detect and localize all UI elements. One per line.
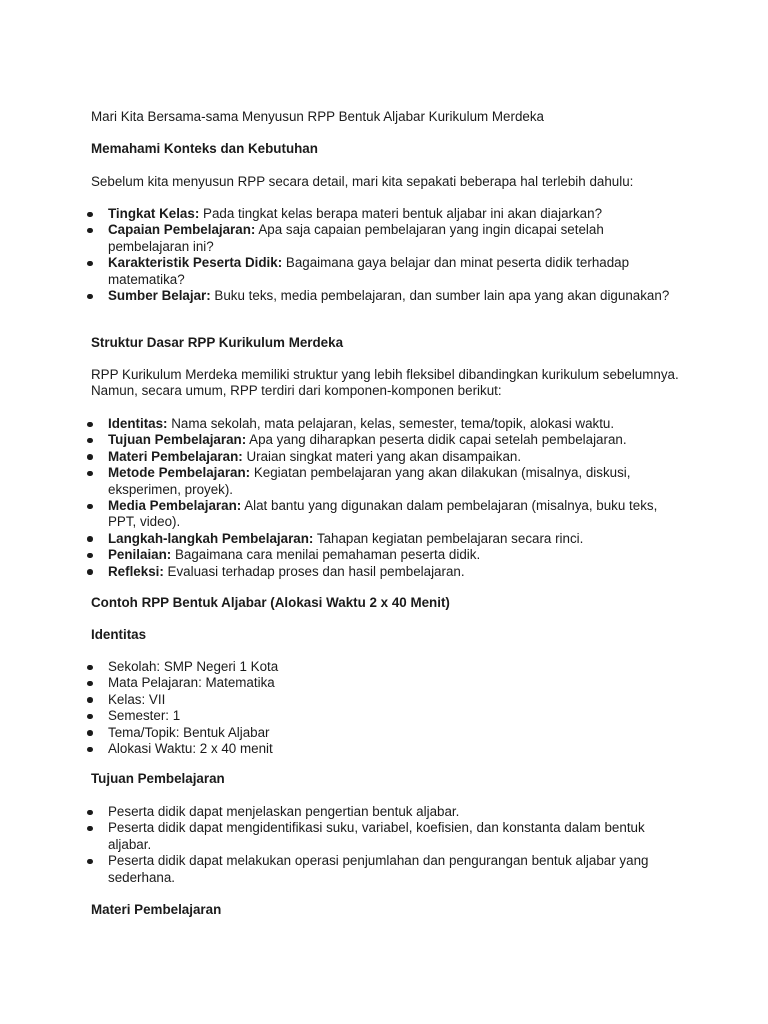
list-item: Kelas: VII <box>86 692 686 708</box>
list-item-text: Buku teks, media pembelajaran, dan sumber lain apa yang akan digunakan? <box>210 288 670 304</box>
section-heading-struktur: Struktur Dasar RPP Kurikulum Merdeka <box>91 335 344 350</box>
list-item-text: Bagaimana cara menilai pemahaman peserta didik. <box>171 547 481 563</box>
list-item-text: Evaluasi terhadap proses dan hasil pembelajaran. <box>163 563 465 579</box>
list-item-text: Kegiatan pembelajaran yang akan dilakukan (misalnya, diskusi, eksperimen, proyek). <box>108 465 631 497</box>
list-item-text: Bagaimana gaya belajar dan minat peserta didik terhadap matematika? <box>108 255 630 287</box>
section-heading-materi: Materi Pembelajaran <box>91 902 222 917</box>
list-item <box>86 531 686 547</box>
list-item-term: Tingkat Kelas: <box>108 206 200 221</box>
list-item-term: Langkah-langkah Pembelajaran: <box>108 530 314 546</box>
list-item: Alokasi Waktu: 2 x 40 menit <box>86 741 686 757</box>
list-item <box>86 449 686 465</box>
section-heading-contoh-rpp: Contoh RPP Bentuk Aljabar (Alokasi Waktu 2 x 40 Menit) <box>91 595 450 610</box>
bullet-list-konteks <box>86 206 686 304</box>
list-item-text: Uraian singkat materi yang akan disampaikan. <box>242 448 522 464</box>
list-item: Peserta didik dapat menjelaskan pengertian bentuk aljabar. <box>86 804 686 820</box>
list-item: Sekolah: SMP Negeri 1 Kota <box>86 659 686 675</box>
list-item: Tema/Topik: Bentuk Aljabar <box>86 725 686 741</box>
list-item <box>86 288 686 304</box>
section-heading-identitas: Identitas <box>91 627 147 642</box>
section-heading-tujuan: Tujuan Pembelajaran <box>91 771 225 786</box>
list-item-term: Tujuan Pembelajaran: <box>108 432 247 448</box>
list-item <box>86 255 686 288</box>
list-item-text: Tahapan kegiatan pembelajaran secara rinci. <box>313 530 584 546</box>
list-item: Peserta didik dapat mengidentifikasi suku, variabel, koefisien, dan konstanta dalam bentuk aljabar. <box>86 820 686 853</box>
list-item-term: Media Pembelajaran: <box>108 498 242 514</box>
list-item-term: Metode Pembelajaran: <box>108 465 251 481</box>
list-item-term: Refleksi: <box>108 563 164 579</box>
list-item-term: Materi Pembelajaran: <box>108 448 243 464</box>
bullet-list-struktur <box>86 416 686 580</box>
document-title: Mari Kita Bersama-sama Menyusun RPP Bentuk Aljabar Kurikulum Merdeka <box>91 109 544 124</box>
list-item <box>86 222 686 255</box>
list-item: Mata Pelajaran: Matematika <box>86 675 686 691</box>
list-item <box>86 416 686 432</box>
list-item-text: Apa yang diharapkan peserta didik capai setelah pembelajaran. <box>246 432 627 448</box>
list-item: Semester: 1 <box>86 708 686 724</box>
list-item-term: Capaian Pembelajaran: <box>108 222 256 238</box>
list-item <box>86 206 686 222</box>
list-item <box>86 465 686 498</box>
section-heading-konteks: Memahami Konteks dan Kebutuhan <box>91 141 318 156</box>
section-intro-struktur: RPP Kurikulum Merdeka memiliki struktur yang lebih fleksibel dibandingkan kurikulum sebelumnya. Namun, secara umum, RPP terdiri dari komponen-komponen berikut: <box>91 367 679 399</box>
list-item <box>86 547 686 563</box>
list-item-text: Nama sekolah, mata pelajaran, kelas, semester, tema/topik, alokasi waktu. <box>167 416 615 431</box>
bullet-list-identitas <box>86 659 686 757</box>
list-item-text: Pada tingkat kelas berapa materi bentuk aljabar ini akan diajarkan? <box>199 206 603 221</box>
list-item <box>86 564 686 580</box>
list-item-text: Apa saja capaian pembelajaran yang ingin dicapai setelah pembelajaran ini? <box>108 222 604 254</box>
list-item-text: Alat bantu yang digunakan dalam pembelajaran (misalnya, buku teks, PPT, video). <box>108 498 658 530</box>
section-intro-konteks: Sebelum kita menyusun RPP secara detail, mari kita sepakati beberapa hal terlebih dahulu: <box>91 174 634 189</box>
list-item-term: Identitas: <box>108 416 168 431</box>
list-item-term: Karakteristik Peserta Didik: <box>108 255 283 271</box>
list-item <box>86 498 686 531</box>
list-item-term: Sumber Belajar: <box>108 288 211 304</box>
list-item: Peserta didik dapat melakukan operasi penjumlahan dan pengurangan bentuk aljabar yang sederhana. <box>86 853 686 886</box>
bullet-list-tujuan <box>86 804 686 886</box>
list-item <box>86 432 686 448</box>
list-item-term: Penilaian: <box>108 547 172 563</box>
